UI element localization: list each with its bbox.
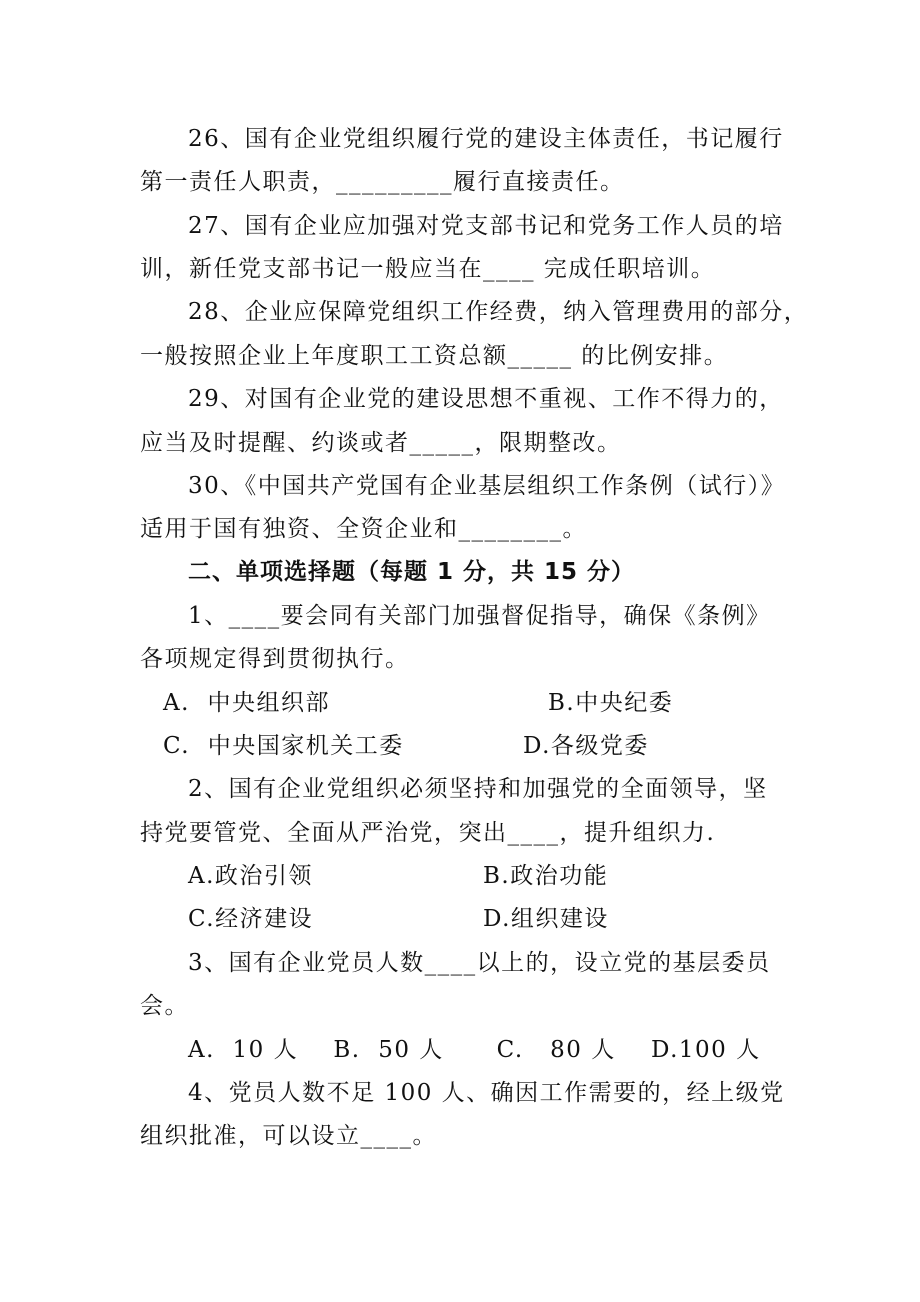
question-1-line2: 各项规定得到贯彻执行。 — [140, 646, 410, 672]
question-2-line2: 持党要管党、全面从严治党，突出____，提升组织力. — [140, 820, 716, 846]
item-26-line1: 26、国有企业党组织履行党的建设主体责任，书记履行 — [188, 126, 784, 152]
question-3-line2: 会。 — [140, 993, 189, 1019]
question-1-option-d: D.各级党委 — [523, 733, 649, 759]
question-3-options: A. 10 人 B. 50 人 C. 80 人 D.100 人 — [188, 1037, 761, 1063]
question-1-option-a: A. 中央组织部 — [163, 690, 331, 716]
question-1-option-b: B.中央纪委 — [548, 690, 674, 716]
question-2-option-b: B.政治功能 — [483, 863, 609, 889]
question-2-option-c: C.经济建设 — [188, 906, 314, 932]
item-30-line2: 适用于国有独资、全资企业和________。 — [140, 516, 587, 542]
question-2-option-a: A.政治引领 — [188, 863, 313, 889]
question-3-line1: 3、国有企业党员人数____以上的，设立党的基层委员 — [188, 950, 771, 976]
item-27-line2: 训，新任党支部书记一般应当在____ 完成任职培训。 — [140, 256, 716, 282]
section-heading: 二、单项选择题（每题 1 分，共 15 分） — [188, 559, 636, 585]
question-2-line1: 2、国有企业党组织必须坚持和加强党的全面领导，坚 — [188, 776, 768, 802]
item-29-line1: 29、对国有企业党的建设思想不重视、工作不得力的， — [188, 386, 784, 412]
item-26-line2: 第一责任人职责，_________履行直接责任。 — [140, 169, 625, 195]
question-2-option-d: D.组织建设 — [483, 906, 609, 932]
item-30-line1: 30、《中国共产党国有企业基层组织工作条例（试行）》 — [188, 473, 786, 499]
item-27-line1: 27、国有企业应加强对党支部书记和党务工作人员的培 — [188, 213, 784, 239]
item-28-line1: 28、企业应保障党组织工作经费，纳入管理费用的部分， — [188, 299, 809, 325]
question-4-line1: 4、党员人数不足 100 人、确因工作需要的，经上级党 — [188, 1080, 785, 1106]
question-4-line2: 组织批准，可以设立____。 — [140, 1123, 437, 1149]
question-1-line1: 1、____要会同有关部门加强督促指导，确保《条例》 — [188, 603, 771, 629]
item-28-line2: 一般按照企业上年度职工工资总额_____ 的比例安排。 — [140, 343, 729, 369]
item-29-line2: 应当及时提醒、约谈或者_____，限期整改。 — [140, 430, 622, 456]
question-1-option-c: C. 中央国家机关工委 — [163, 733, 404, 759]
